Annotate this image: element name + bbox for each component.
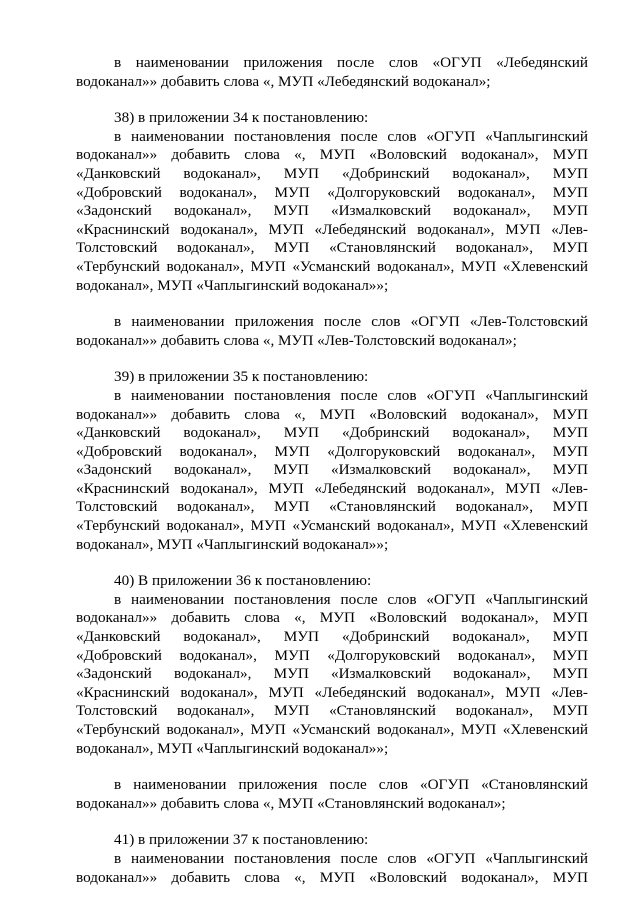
paragraph-line: водоканал», МУП «Чаплыгинский водоканал»»; — [76, 535, 389, 553]
paragraph-line: «Задонский водоканал», МУП «Измалковский водоканал», МУП — [76, 665, 588, 683]
paragraph-line: «Добровский водоканал», МУП «Долгоруковский водоканал», МУП — [76, 646, 588, 664]
paragraph-line: «Задонский водоканал», МУП «Измалковский водоканал», МУП — [76, 461, 588, 479]
paragraph-line: Толстовский водоканал», МУП «Становлянский водоканал», МУП — [76, 498, 588, 516]
paragraph-line: водоканал»» добавить слова «, МУП «Лебедянский водоканал»; — [76, 72, 491, 90]
paragraph-line: в наименовании постановления после слов «ОГУП «Чаплыгинский — [114, 386, 588, 404]
paragraph-line: «Задонский водоканал», МУП «Измалковский водоканал», МУП — [76, 202, 588, 220]
paragraph-line: «Тербунский водоканал», МУП «Усманский водоканал», МУП «Хлевенский — [76, 721, 588, 738]
section — [76, 54, 588, 91]
paragraph-line: «Данковский водоканал», МУП «Добринский водоканал», МУП — [76, 628, 588, 646]
paragraph-line: водоканал»» добавить слова «, МУП «Становлянский водоканал»; — [76, 794, 506, 812]
paragraph-line: «Краснинский водоканал», МУП «Лебедянский водоканал», МУП «Лев- — [76, 479, 588, 497]
paragraph-line: водоканал»» добавить слова «, МУП «Воловский водоканал», МУП — [76, 868, 588, 886]
paragraph-line: «Добровский водоканал», МУП «Долгоруковский водоканал», МУП — [76, 183, 588, 201]
paragraph-line: «Добровский водоканал», МУП «Долгоруковский водоканал», МУП — [76, 442, 588, 460]
paragraph-line: «Тербунский водоканал», МУП «Усманский водоканал», МУП «Хлевенский — [76, 517, 588, 535]
paragraph-line: «Краснинский водоканал», МУП «Лебедянский водоканал», МУП «Лев- — [76, 220, 588, 238]
paragraph-line: «Краснинский водоканал», МУП «Лебедянский водоканал», МУП «Лев- — [76, 683, 588, 701]
section-heading: 39) в приложении 35 к постановлению: — [114, 368, 369, 386]
paragraph-line: в наименовании приложения после слов «ОГУП «Становлянский — [114, 776, 588, 794]
section-heading: 38) в приложении 34 к постановлению: — [114, 109, 369, 127]
document-page — [76, 54, 588, 887]
paragraph-line: водоканал»» добавить слова «, МУП «Лев-Толстовский водоканал»; — [76, 331, 517, 349]
paragraph-line: «Данковский водоканал», МУП «Добринский водоканал», МУП — [76, 164, 588, 182]
paragraph-line: в наименовании приложения после слов «ОГУП «Лев-Толстовский — [114, 313, 588, 331]
paragraph-line: «Данковский водоканал», МУП «Добринский водоканал», МУП — [76, 424, 588, 442]
paragraph-line: водоканал», МУП «Чаплыгинский водоканал»»; — [76, 276, 389, 294]
paragraph-line: в наименовании постановления после слов «ОГУП «Чаплыгинский — [114, 590, 588, 608]
section-40 — [76, 572, 588, 813]
paragraph-line: Толстовский водоканал», МУП «Становлянский водоканал», МУП — [76, 239, 588, 257]
section-39 — [76, 368, 588, 554]
paragraph-line: в наименовании постановления после слов «ОГУП «Чаплыгинский — [114, 849, 588, 867]
paragraph-line: водоканал»» добавить слова «, МУП «Воловский водоканал», МУП — [76, 146, 588, 164]
section-41 — [76, 831, 588, 887]
section-heading: 40) В приложении 36 к постановлению: — [114, 572, 372, 590]
paragraph-line: «Тербунский водоканал», МУП «Усманский водоканал», МУП «Хлевенский — [76, 257, 588, 275]
paragraph-line: водоканал», МУП «Чаплыгинский водоканал»»; — [76, 739, 389, 757]
paragraph-line: в наименовании постановления после слов «ОГУП «Чаплыгинский — [114, 127, 588, 145]
paragraph-line: водоканал»» добавить слова «, МУП «Воловский водоканал», МУП — [76, 609, 588, 627]
paragraph-line: в наименовании приложения после слов «ОГУП «Лебедянский — [114, 54, 588, 71]
section-38 — [76, 109, 588, 350]
paragraph-line: Толстовский водоканал», МУП «Становлянский водоканал», МУП — [76, 702, 588, 720]
paragraph-line: водоканал»» добавить слова «, МУП «Воловский водоканал», МУП — [76, 405, 588, 423]
section-heading: 41) в приложении 37 к постановлению: — [114, 831, 369, 849]
